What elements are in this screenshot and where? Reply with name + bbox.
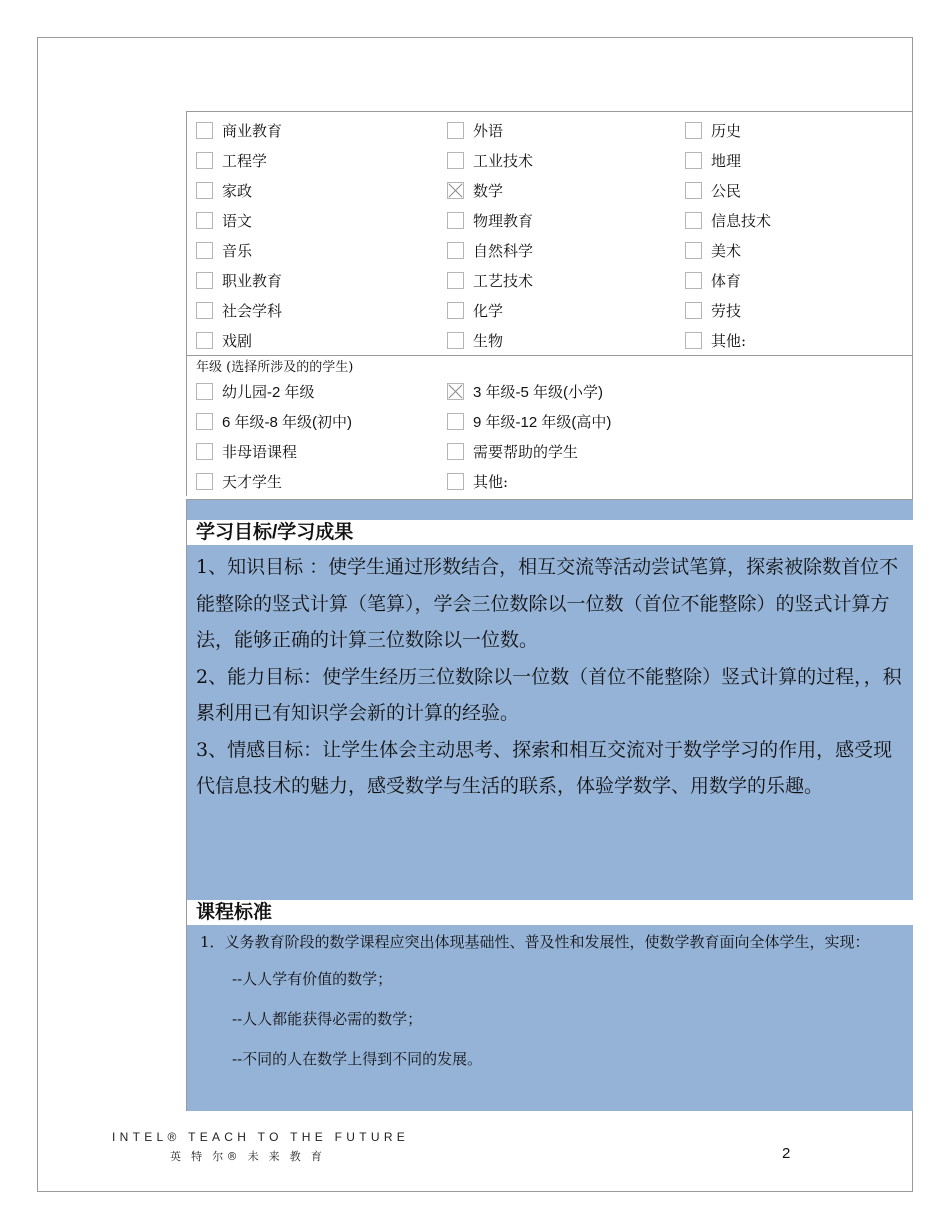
checkbox-option[interactable] (187, 205, 438, 235)
standards-heading: 课程标准 (186, 900, 913, 925)
checkbox-option[interactable] (187, 406, 438, 436)
checkbox-label: 需要帮助的学生 (473, 442, 579, 461)
checkbox-empty-icon[interactable] (447, 443, 464, 460)
checkbox-option[interactable] (187, 145, 438, 175)
checkbox-option[interactable] (676, 205, 913, 235)
grade-title: 年级 (选择所涉及的的学生) (196, 360, 354, 375)
checkbox-empty-icon[interactable] (196, 302, 213, 319)
checkbox-option[interactable] (187, 265, 438, 295)
standard-item: --人人都能获得必需的数学； (232, 1010, 423, 1028)
checkbox-option[interactable] (438, 295, 676, 325)
checkbox-empty-icon[interactable] (447, 272, 464, 289)
footer-brand-cn: 英 特 尔® 未 来 教 育 (170, 1150, 326, 1163)
checkbox-label: 历史 (711, 121, 742, 140)
checkbox-option[interactable] (676, 115, 913, 145)
checkbox-label: 地理 (711, 151, 742, 170)
checkbox-label: 工业技术 (473, 151, 534, 170)
checkbox-label: 非母语课程 (222, 442, 298, 461)
checkbox-option[interactable] (676, 295, 913, 325)
checkbox-label: 公民 (711, 181, 742, 200)
checkbox-label: 自然科学 (473, 241, 534, 260)
checkbox-empty-icon[interactable] (196, 383, 213, 400)
checkbox-label: 外语 (473, 121, 504, 140)
checkbox-empty-icon[interactable] (196, 212, 213, 229)
checkbox-empty-icon[interactable] (685, 152, 702, 169)
checkbox-empty-icon[interactable] (447, 302, 464, 319)
checkbox-label: 商业教育 (222, 121, 283, 140)
checkbox-option[interactable] (438, 145, 676, 175)
checkbox-label: 家政 (222, 181, 253, 200)
checkbox-option[interactable] (676, 265, 913, 295)
checkbox-label: 数学 (473, 181, 504, 200)
checkbox-option[interactable] (438, 205, 676, 235)
checkbox-empty-icon[interactable] (685, 182, 702, 199)
checkbox-empty-icon[interactable] (196, 272, 213, 289)
checkbox-option[interactable] (676, 235, 913, 265)
checkbox-empty-icon[interactable] (685, 332, 702, 349)
objective-paragraph: 3、情感目标：让学生体会主动思考、探索和相互交流对于数学学习的作用，感受现代信息技术的魅力，感受数学与生活的联系，体验学数学、用数学的乐趣。 (196, 738, 893, 797)
checkbox-option[interactable] (187, 235, 438, 265)
checkbox-option[interactable] (438, 265, 676, 295)
checkbox-option[interactable] (676, 175, 913, 205)
grade-checkbox-grid (187, 376, 913, 496)
objectives-body (186, 545, 913, 900)
checkbox-empty-icon[interactable] (196, 242, 213, 259)
checkbox-empty-icon[interactable] (447, 212, 464, 229)
checkbox-option[interactable] (438, 376, 913, 406)
checkbox-label: 生物 (473, 331, 504, 350)
checkbox-option[interactable] (187, 325, 438, 355)
checkbox-option[interactable] (676, 325, 913, 355)
standard-item: --人人学有价值的数学； (232, 970, 393, 988)
checkbox-option[interactable] (438, 406, 913, 436)
objectives-heading: 学习目标/学习成果 (186, 520, 913, 545)
checkbox-label: 其他: (711, 331, 747, 350)
checkbox-label: 音乐 (222, 241, 253, 260)
checkbox-label: 化学 (473, 301, 504, 320)
checkbox-empty-icon[interactable] (447, 413, 464, 430)
checkbox-empty-icon[interactable] (447, 242, 464, 259)
checkbox-checked-icon[interactable] (447, 383, 464, 400)
checkbox-option[interactable] (187, 295, 438, 325)
footer-brand-en: INTEL® TEACH TO THE FUTURE (112, 1130, 410, 1144)
grade-section (186, 355, 913, 496)
checkbox-option[interactable] (187, 115, 438, 145)
standards-intro: 1．义务教育阶段的数学课程应突出体现基础性、普及性和发展性，使数学教育面向全体学生，实现： (200, 933, 870, 951)
checkbox-label: 体育 (711, 271, 742, 290)
checkbox-empty-icon[interactable] (685, 302, 702, 319)
checkbox-label: 3 年级-5 年级(小学) (473, 383, 604, 401)
checkbox-empty-icon[interactable] (196, 152, 213, 169)
checkbox-option[interactable] (438, 235, 676, 265)
checkbox-label: 信息技术 (711, 211, 772, 230)
checkbox-label: 工艺技术 (473, 271, 534, 290)
checkbox-label: 其他: (473, 472, 509, 491)
checkbox-label: 劳技 (711, 301, 742, 320)
objective-paragraph: 1、知识目标 ：使学生通过形数结合，相互交流等活动尝试笔算，探索被除数首位不能整除的竖式计算（笔算），学会三位数除以一位数（首位不能整除）的竖式计算方法，能够正确的计算三位数除以一位数。 (196, 556, 899, 651)
checkbox-option[interactable] (438, 466, 913, 496)
checkbox-option[interactable] (438, 436, 913, 466)
checkbox-label: 社会学科 (222, 301, 283, 320)
checkbox-option[interactable] (187, 376, 438, 406)
standard-item: --不同的人在数学上得到不同的发展。 (232, 1050, 483, 1068)
checkbox-empty-icon[interactable] (447, 332, 464, 349)
checkbox-option[interactable] (676, 145, 913, 175)
section-divider (186, 499, 913, 520)
subject-checkbox-grid (187, 112, 913, 355)
checkbox-empty-icon[interactable] (196, 332, 213, 349)
page-number: 2 (782, 1145, 791, 1162)
checkbox-empty-icon[interactable] (447, 473, 464, 490)
checkbox-label: 6 年级-8 年级(初中) (222, 413, 353, 431)
checkbox-label: 戏剧 (222, 331, 253, 350)
checkbox-empty-icon[interactable] (196, 413, 213, 430)
checkbox-label: 天才学生 (222, 472, 283, 491)
checkbox-option[interactable] (438, 115, 676, 145)
checkbox-label: 幼儿园-2 年级 (222, 383, 315, 401)
standards-body (186, 925, 913, 1111)
checkbox-option[interactable] (187, 436, 438, 466)
checkbox-option[interactable] (438, 325, 676, 355)
checkbox-label: 职业教育 (222, 271, 283, 290)
checkbox-option[interactable] (438, 175, 676, 205)
checkbox-empty-icon[interactable] (685, 212, 702, 229)
checkbox-label: 语文 (222, 211, 253, 230)
checkbox-empty-icon[interactable] (447, 122, 464, 139)
checkbox-checked-icon[interactable] (447, 182, 464, 199)
objective-paragraph: 2、能力目标：使学生经历三位数除以一位数（首位不能整除）竖式计算的过程，，积累利用已有知识学会新的计算的经验。 (196, 665, 902, 724)
checkbox-empty-icon[interactable] (685, 122, 702, 139)
checkbox-label: 工程学 (222, 151, 268, 170)
checkbox-empty-icon[interactable] (685, 242, 702, 259)
checkbox-empty-icon[interactable] (196, 122, 213, 139)
checkbox-empty-icon[interactable] (196, 443, 213, 460)
checkbox-option[interactable] (187, 175, 438, 205)
checkbox-empty-icon[interactable] (196, 473, 213, 490)
checkbox-empty-icon[interactable] (196, 182, 213, 199)
checkbox-label: 物理教育 (473, 211, 534, 230)
checkbox-empty-icon[interactable] (447, 152, 464, 169)
checkbox-label: 9 年级-12 年级(高中) (473, 413, 612, 431)
checkbox-label: 美术 (711, 241, 742, 260)
unit-plan-form (186, 111, 913, 1111)
checkbox-option[interactable] (187, 466, 438, 496)
checkbox-empty-icon[interactable] (685, 272, 702, 289)
subject-section (186, 111, 913, 355)
standards-items (200, 970, 905, 1069)
